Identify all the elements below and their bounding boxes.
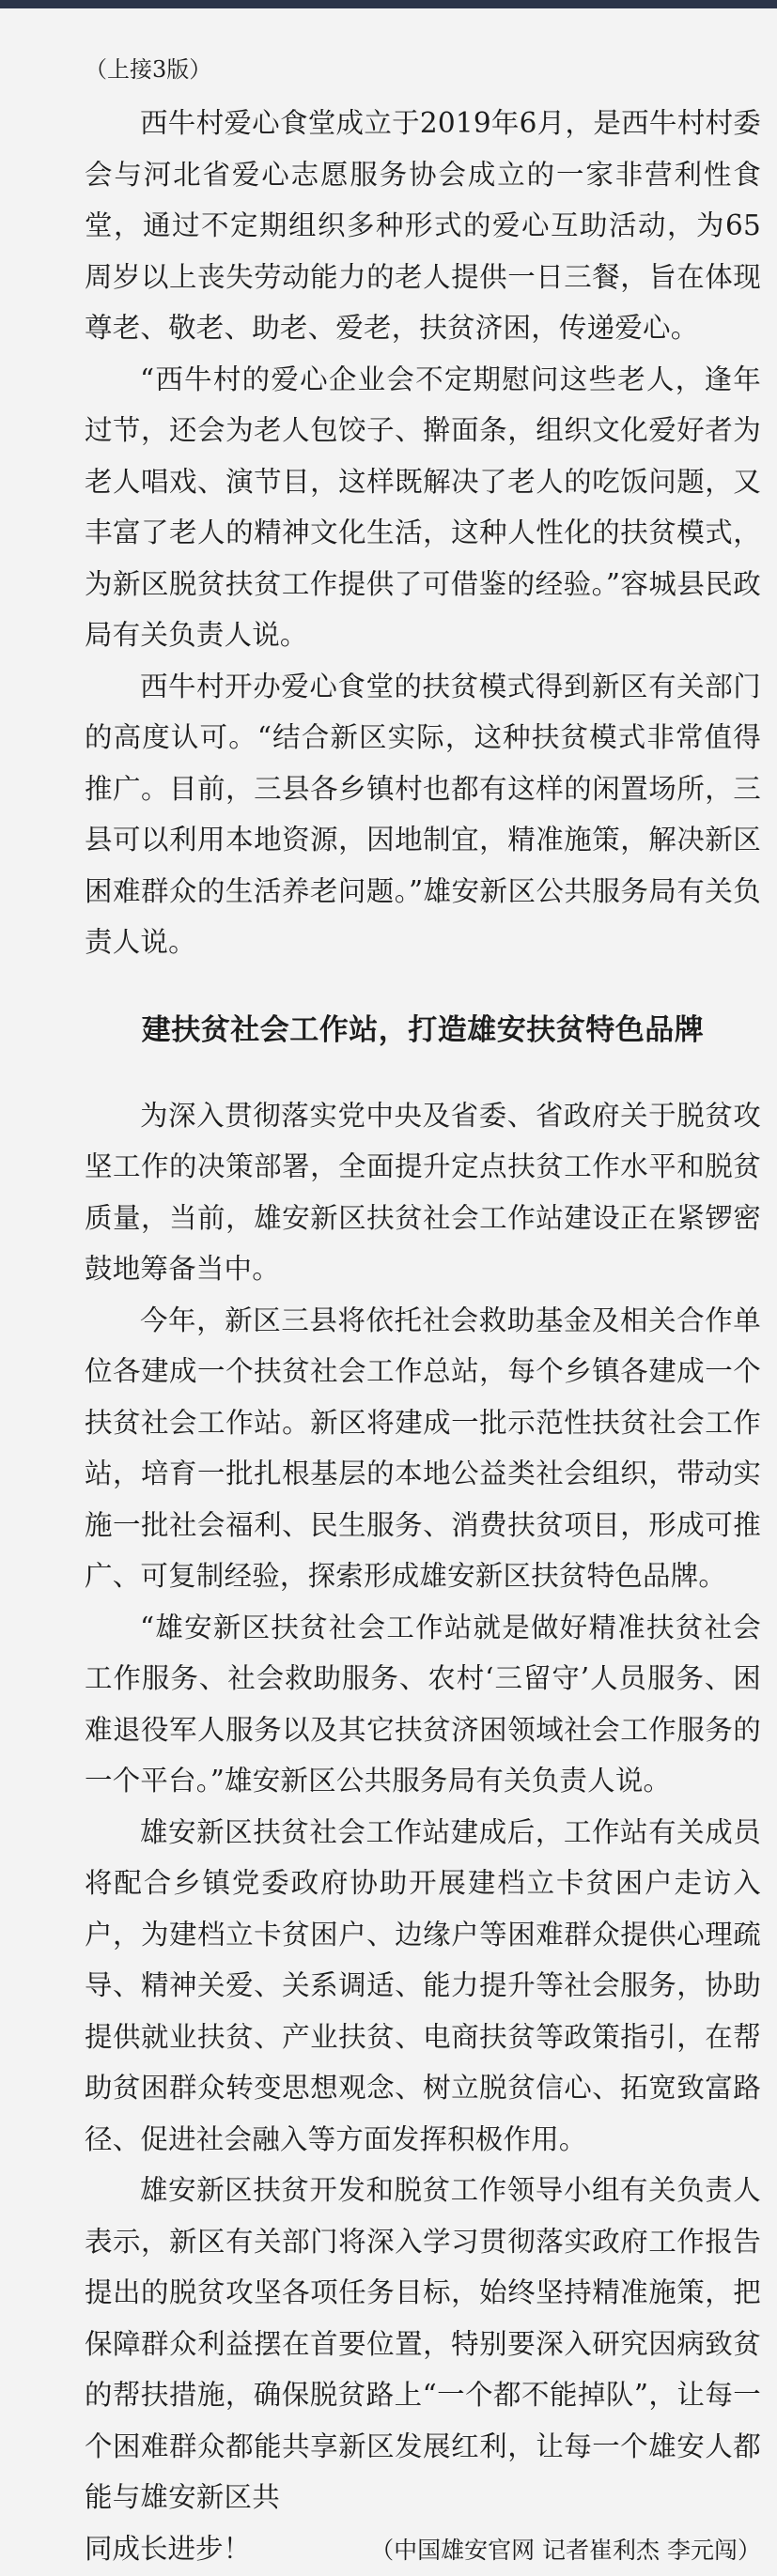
- section-heading: 建扶贫社会工作站，打造雄安扶贫特色品牌: [85, 1008, 761, 1053]
- continued-from-note: （上接3版）: [85, 47, 761, 92]
- top-bar: [0, 0, 777, 8]
- article-paragraph: 西牛村开办爱心食堂的扶贫模式得到新区有关部门的高度认可。“结合新区实际，这种扶贫模式非常值得推广。目前，三县各乡镇村也都有这样的闲置场所，三县可以利用本地资源，因地制宜，精准施策，解决新区困难群众的生活养老问题。”雄安新区公共服务局有关负责人说。: [85, 661, 761, 968]
- closing-line: [85, 2523, 761, 2576]
- article: [85, 47, 761, 2576]
- article-paragraph: “西牛村的爱心企业会不定期慰问这些老人，逢年过节，还会为老人包饺子、擀面条，组织文化爱好者为老人唱戏、演节目，这样既解决了老人的吃饭问题，又丰富了老人的精神文化生活，这种人性化的扶贫模式，为新区脱贫扶贫工作提供了可借鉴的经验。”容城县民政局有关负责人说。: [85, 354, 761, 661]
- article-paragraph: 今年，新区三县将依托社会救助基金及相关合作单位各建成一个扶贫社会工作总站，每个乡镇各建成一个扶贫社会工作站。新区将建成一批示范性扶贫社会工作站，培育一批扎根基层的本地公益类社会组织，带动实施一批社会福利、民生服务、消费扶贫项目，形成可推广、可复制经验，探索形成雄安新区扶贫特色品牌。: [85, 1295, 761, 1602]
- article-paragraph-final: 雄安新区扶贫开发和脱贫工作领导小组有关负责人表示，新区有关部门将深入学习贯彻落实政府工作报告提出的脱贫攻坚各项任务目标，始终坚持精准施策，把保障群众利益摆在首要位置，特别要深入研究因病致贫的帮扶措施，确保脱贫路上“一个都不能掉队”，让每一个困难群众都能共享新区发展红利，让每一个雄安人都能与雄安新区共: [85, 2165, 761, 2523]
- article-paragraph: 雄安新区扶贫社会工作站建成后，工作站有关成员将配合乡镇党委政府协助开展建档立卡贫困户走访入户，为建档立卡贫困户、边缘户等困难群众提供心理疏导、精神关爱、关系调适、能力提升等社会服务，协助提供就业扶贫、产业扶贫、电商扶贫等政策指引，在帮助贫困群众转变思想观念、树立脱贫信心、拓宽致富路径、促进社会融入等方面发挥积极作用。: [85, 1807, 761, 2166]
- article-paragraph: 为深入贯彻落实党中央及省委、省政府关于脱贫攻坚工作的决策部署，全面提升定点扶贫工作水平和脱贫质量，当前，雄安新区扶贫社会工作站建设正在紧锣密鼓地筹备当中。: [85, 1090, 761, 1295]
- closing-text: 同成长进步！: [85, 2523, 251, 2575]
- byline: （中国雄安官网 记者崔利杰 李元闯）: [370, 2525, 761, 2576]
- article-paragraph: “雄安新区扶贫社会工作站就是做好精准扶贫社会工作服务、社会救助服务、农村‘三留守’人员服务、困难退役军人服务以及其它扶贫济困领域社会工作服务的一个平台。”雄安新区公共服务局有关负责人说。: [85, 1602, 761, 1807]
- article-paragraph: 西牛村爱心食堂成立于2019年6月，是西牛村村委会与河北省爱心志愿服务协会成立的一家非营利性食堂，通过不定期组织多种形式的爱心互助活动，为65周岁以上丧失劳动能力的老人提供一日三餐，旨在体现尊老、敬老、助老、爱老，扶贫济困，传递爱心。: [85, 98, 761, 354]
